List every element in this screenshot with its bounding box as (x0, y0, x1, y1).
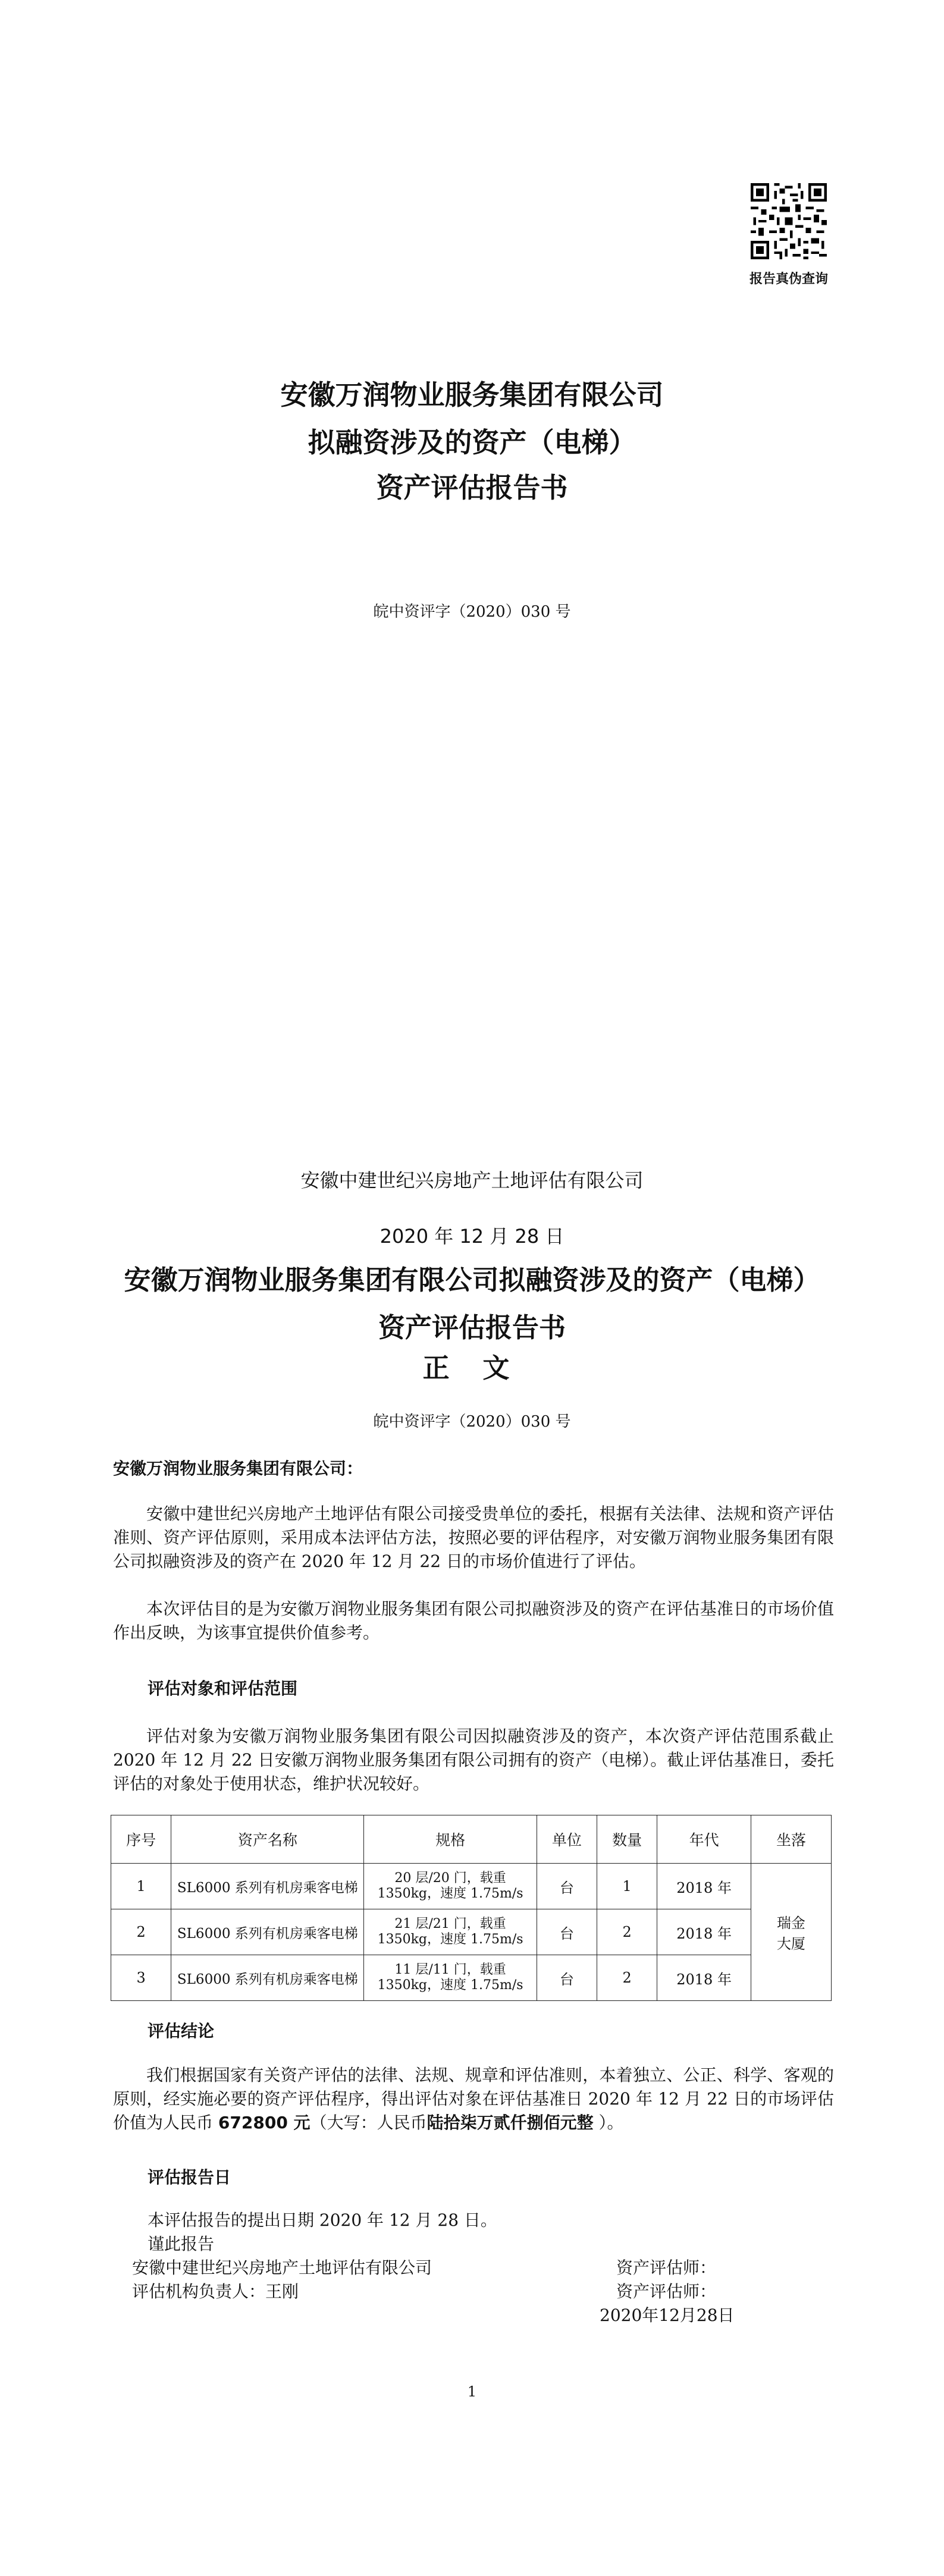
cell-no: 2 (111, 1909, 171, 1955)
table-row (111, 1909, 832, 1955)
paragraph-conclusion (113, 2063, 834, 2135)
paragraph-report-date: 本评估报告的提出日期 2020 年 12 月 28 日。 (148, 2210, 497, 2230)
body-title-line2: 资产评估报告书 (378, 1312, 566, 1343)
cell-unit: 台 (537, 1864, 597, 1909)
signature-appraiser-2: 资产评估师： (616, 2282, 717, 2301)
heading-scope: 评估对象和评估范围 (148, 1679, 298, 1698)
col-header-qty: 数量 (597, 1815, 657, 1864)
table-header-row (111, 1815, 832, 1864)
qr-caption: 报告真伪查询 (749, 272, 828, 287)
cell-no: 1 (111, 1864, 171, 1909)
appraised-value-chinese: 陆拾柒万贰仟捌佰元整 (426, 2113, 594, 2132)
body-title-line3: 正 文 (422, 1352, 522, 1384)
cell-year: 2018 年 (657, 1864, 751, 1909)
cover-title-line1: 安徽万润物业服务集团有限公司 (280, 379, 664, 411)
cell-spec-line2: 1350kg，速度 1.75m/s (377, 1886, 523, 1901)
signature-firm: 安徽中建世纪兴房地产土地评估有限公司 (132, 2258, 432, 2277)
col-header-no: 序号 (111, 1815, 171, 1864)
cell-qty: 2 (597, 1909, 657, 1955)
cell-name: SL6000 系列有机房乘客电梯 (171, 1909, 364, 1955)
asset-table (111, 1815, 832, 2001)
cover-date: 2020 年 12 月 28 日 (380, 1225, 564, 1248)
cell-spec (364, 1864, 537, 1909)
cover-title-line3: 资产评估报告书 (376, 472, 568, 504)
cell-location-line2: 大厦 (776, 1936, 805, 1952)
table-row (111, 1864, 832, 1909)
cell-no: 3 (111, 1955, 171, 2001)
appraised-value: 672800 元 (218, 2113, 311, 2132)
cell-name: SL6000 系列有机房乘客电梯 (171, 1955, 364, 2001)
page-number: 1 (467, 2383, 477, 2400)
table-row (111, 1955, 832, 2001)
paragraph-purpose: 本次评估目的是为安徽万润物业服务集团有限公司拟融资涉及的资产在评估基准日的市场价值作出反映，为该事宜提供价值参考。 (113, 1599, 834, 1642)
cell-location-line1: 瑞金 (776, 1915, 805, 1931)
cell-unit: 台 (537, 1909, 597, 1955)
signature-agency-head: 评估机构负责人：王刚 (132, 2282, 299, 2301)
heading-conclusion: 评估结论 (148, 2021, 215, 2041)
cell-spec-line2: 1350kg，速度 1.75m/s (377, 1932, 523, 1947)
col-header-unit: 单位 (537, 1815, 597, 1864)
addressee: 安徽万润物业服务集团有限公司： (113, 1459, 363, 1478)
paragraph-commission: 安徽中建世纪兴房地产土地评估有限公司接受贵单位的委托，根据有关法律、法规和资产评估准则、资产评估原则，采用成本法评估方法，按照必要的评估程序，对安徽万润物业服务集团有限公司拟融资涉及的资产在 2020 年 12 月 22 日的市场价值进行了评估。 (113, 1504, 834, 1571)
cell-spec-line1: 21 层/21 门，载重 (394, 1917, 506, 1931)
cover-title-line2: 拟融资涉及的资产（电梯） (308, 426, 636, 458)
conclusion-text-mid: （大写：人民币 (310, 2113, 427, 2132)
heading-report-date: 评估报告日 (148, 2167, 231, 2187)
cell-unit: 台 (537, 1955, 597, 2001)
closing-remark: 谨此报告 (148, 2234, 215, 2254)
conclusion-text-post: ）。 (593, 2113, 624, 2132)
cell-spec-line2: 1350kg，速度 1.75m/s (377, 1978, 523, 1993)
cover-reference-number: 皖中资评字（2020）030 号 (373, 603, 571, 621)
cell-name: SL6000 系列有机房乘客电梯 (171, 1864, 364, 1909)
cell-year: 2018 年 (657, 1955, 751, 2001)
cell-spec-line1: 11 层/11 门，载重 (394, 1962, 506, 1977)
cell-location (751, 1864, 831, 2001)
col-header-spec: 规格 (364, 1815, 537, 1864)
col-header-year: 年代 (657, 1815, 751, 1864)
col-header-name: 资产名称 (171, 1815, 364, 1864)
cell-year: 2018 年 (657, 1909, 751, 1955)
cell-qty: 2 (597, 1955, 657, 2001)
paragraph-scope: 评估对象为安徽万润物业服务集团有限公司因拟融资涉及的资产，本次资产评估范围系截止 2020 年 12 月 22 日安徽万润物业服务集团有限公司拥有的资产（电梯）。截止评估基准日，委托评估的对象处于使用状态，维护状况较好。 (113, 1726, 834, 1793)
cell-spec (364, 1909, 537, 1955)
body-reference-number: 皖中资评字（2020）030 号 (373, 1413, 571, 1431)
signature-date: 2020年12月28日 (600, 2305, 735, 2325)
body-title-line1: 安徽万润物业服务集团有限公司拟融资涉及的资产（电梯） (124, 1264, 820, 1296)
cell-qty: 1 (597, 1864, 657, 1909)
col-header-location: 坐落 (751, 1815, 831, 1864)
signature-appraiser-1: 资产评估师： (616, 2258, 717, 2277)
cell-spec-line1: 20 层/20 门，载重 (394, 1871, 506, 1886)
conclusion-text-pre: 我们根据国家有关资产评估的法律、法规、规章和评估准则，本着独立、公正、科学、客观的原则，经实施必要的资产评估程序，得出评估对象在评估基准日 2020 年 12 月 22 日的市场评估价值为人民币 (113, 2065, 834, 2132)
qr-code-icon (751, 183, 827, 259)
cover-firm-name: 安徽中建世纪兴房地产土地评估有限公司 (300, 1169, 644, 1192)
cell-spec (364, 1955, 537, 2001)
